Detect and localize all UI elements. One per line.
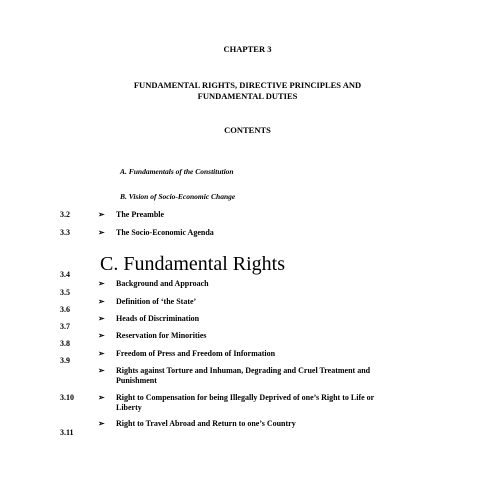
arrow-bullet-icon: ➢	[98, 419, 105, 428]
contents-item-background: Background and Approach	[116, 279, 209, 288]
arrow-bullet-icon: ➢	[98, 297, 105, 306]
chapter-title-line-1: FUNDAMENTAL RIGHTS, DIRECTIVE PRINCIPLES AND	[133, 80, 362, 90]
contents-item-freedom-press: Freedom of Press and Freedom of Information	[116, 349, 276, 358]
section-number: 3.6	[60, 305, 70, 314]
section-c-heading: C. Fundamental Rights	[100, 253, 285, 275]
chapter-label: CHAPTER 3	[223, 44, 272, 54]
section-number: 3.9	[60, 356, 70, 365]
arrow-bullet-icon: ➢	[98, 331, 105, 340]
contents-item-preamble: The Preamble	[116, 210, 165, 219]
contents-item-compensation-cont: Liberty	[116, 403, 142, 412]
arrow-bullet-icon: ➢	[98, 314, 105, 323]
arrow-bullet-icon: ➢	[98, 366, 105, 375]
arrow-bullet-icon: ➢	[98, 210, 105, 219]
subsection-b-heading: B. Vision of Socio-Economic Change	[120, 192, 236, 201]
section-number: 3.11	[60, 428, 74, 437]
arrow-bullet-icon: ➢	[98, 393, 105, 402]
contents-item-travel-abroad: Right to Travel Abroad and Return to one’s Country	[116, 419, 296, 428]
section-number: 3.4	[60, 270, 70, 279]
contents-item-minorities: Reservation for Minorities	[116, 331, 207, 340]
section-number: 3.5	[60, 288, 70, 297]
contents-item-definition-state: Definition of ‘the State’	[116, 297, 197, 306]
chapter-title-line-2: FUNDAMENTAL DUTIES	[197, 91, 298, 101]
section-number: 3.3	[60, 228, 70, 237]
subsection-a-heading: A. Fundamentals of the Constitution	[120, 167, 234, 176]
section-number: 3.7	[60, 322, 70, 331]
contents-item-torture: Rights against Torture and Inhuman, Degrading and Cruel Treatment and	[116, 366, 371, 375]
arrow-bullet-icon: ➢	[98, 279, 105, 288]
section-number: 3.8	[60, 339, 70, 348]
contents-item-compensation: Right to Compensation for being Illegally Deprived of one’s Right to Life or	[116, 393, 375, 402]
section-number: 3.10	[60, 393, 74, 402]
contents-item-torture-cont: Punishment	[116, 376, 157, 385]
contents-item-socio-economic-agenda: The Socio-Economic Agenda	[116, 228, 214, 237]
arrow-bullet-icon: ➢	[98, 228, 105, 237]
contents-item-discrimination: Heads of Discrimination	[116, 314, 200, 323]
contents-heading: CONTENTS	[224, 125, 271, 135]
section-number: 3.2	[60, 210, 70, 219]
arrow-bullet-icon: ➢	[98, 349, 105, 358]
